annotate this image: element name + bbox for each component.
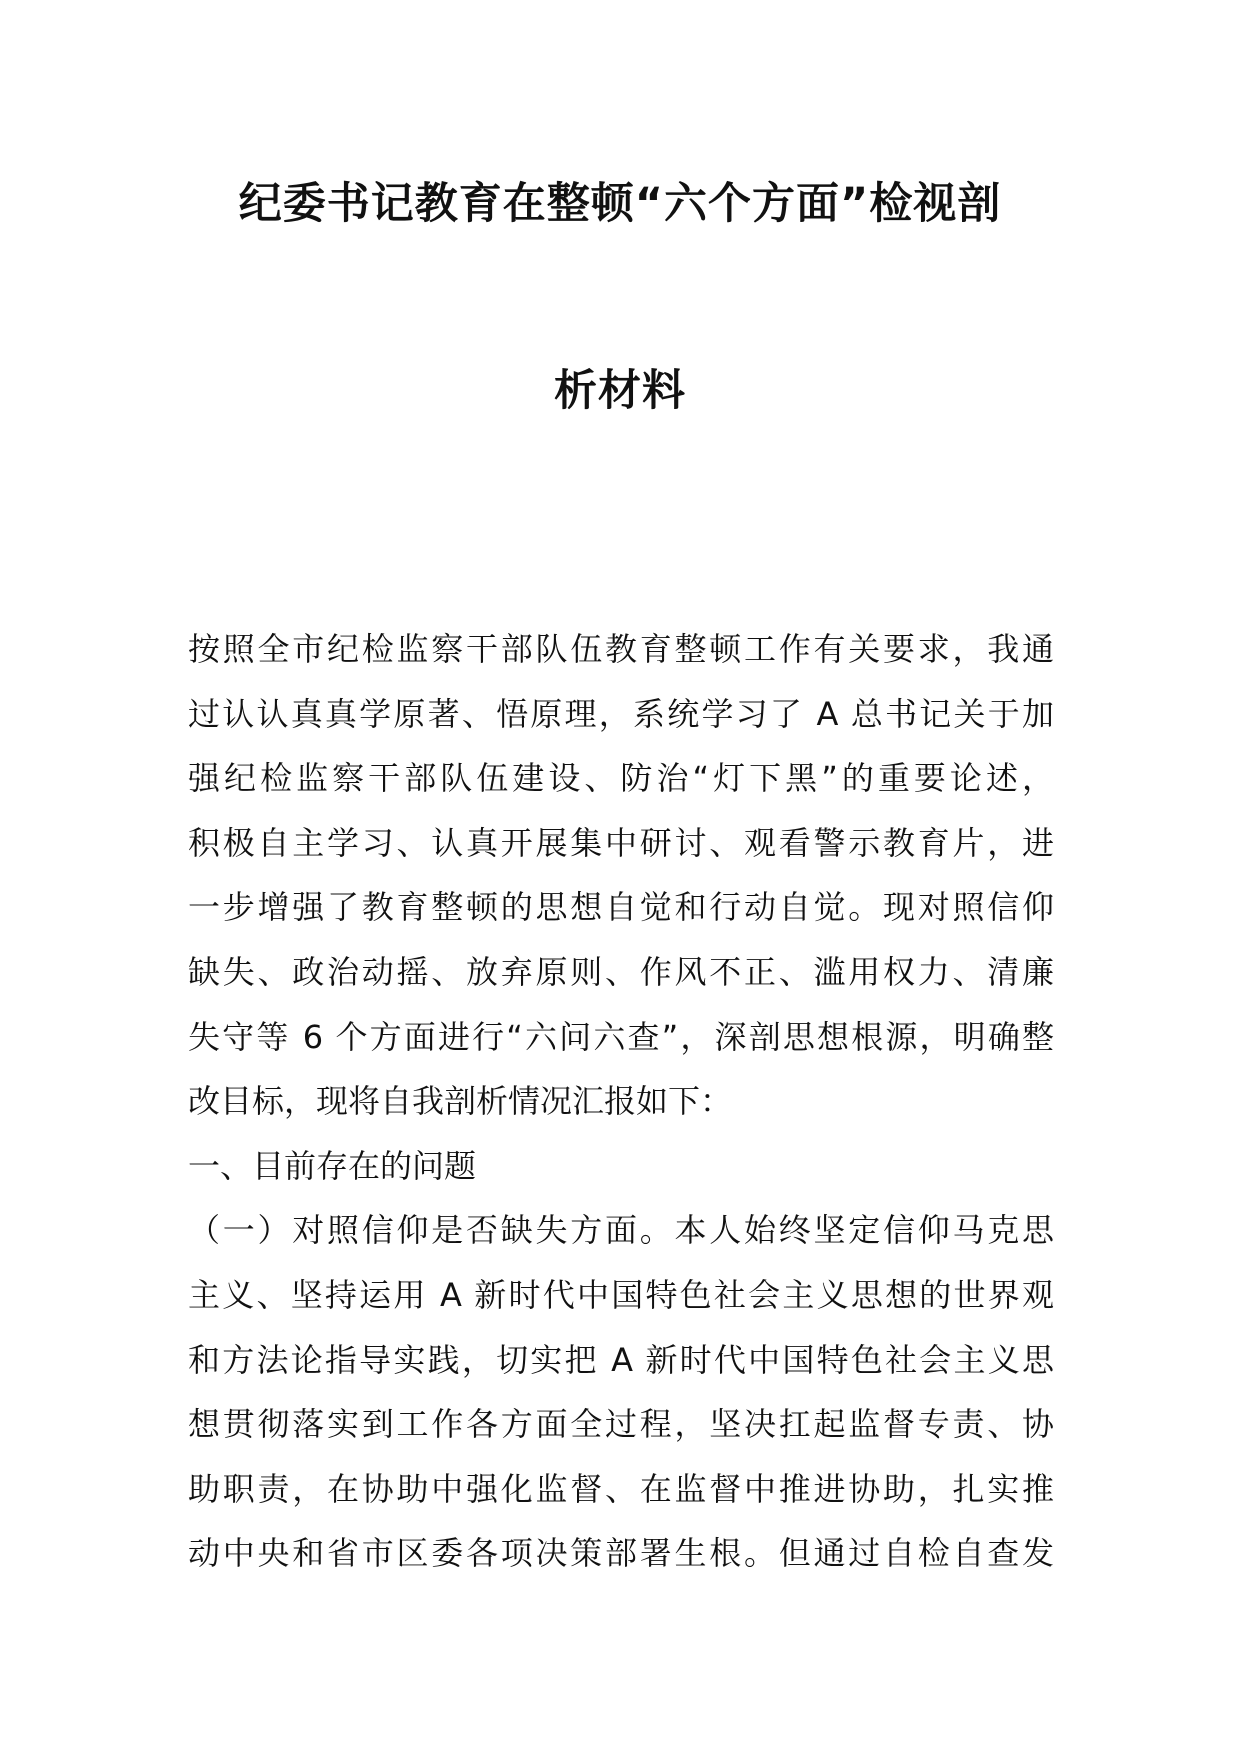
body-line: 强纪检监察干部队伍建设、防治“灯下黑”的重要论述， [188, 759, 1054, 798]
body-line: 改目标，现将自我剖析情况汇报如下： [188, 1082, 733, 1121]
body-line: 过认认真真学原著、悟原理，系统学习了 A 总书记关于加 [188, 694, 1054, 733]
document-title-line-1: 纪委书记教育在整顿“六个方面”检视剖 [238, 179, 1002, 229]
body-line: 一步增强了教育整顿的思想自觉和行动自觉。现对照信仰 [188, 888, 1054, 927]
body-line: 失守等 6 个方面进行“六问六查”，深剖思想根源，明确整 [188, 1017, 1054, 1056]
body-line: 积极自主学习、认真开展集中研讨、观看警示教育片，进 [188, 823, 1054, 862]
document-body [188, 617, 1054, 1586]
document-title-line-2: 析材料 [554, 366, 686, 416]
body-line: 和方法论指导实践，切实把 A 新时代中国特色社会主义思 [188, 1340, 1054, 1379]
section-heading: 一、目前存在的问题 [188, 1146, 477, 1185]
body-line: 动中央和省市区委各项决策部署生根。但通过自检自查发 [188, 1534, 1054, 1573]
body-line: （一）对照信仰是否缺失方面。本人始终坚定信仰马克思 [188, 1211, 1054, 1250]
body-line: 助职责，在协助中强化监督、在监督中推进协助，扎实推 [188, 1469, 1054, 1508]
body-line: 主义、坚持运用 A 新时代中国特色社会主义思想的世界观 [188, 1275, 1054, 1314]
body-line: 缺失、政治动摇、放弃原则、作风不正、滥用权力、清廉 [188, 952, 1054, 991]
body-line: 想贯彻落实到工作各方面全过程，坚决扛起监督专责、协 [188, 1405, 1054, 1444]
body-line: 按照全市纪检监察干部队伍教育整顿工作有关要求，我通 [188, 630, 1054, 668]
